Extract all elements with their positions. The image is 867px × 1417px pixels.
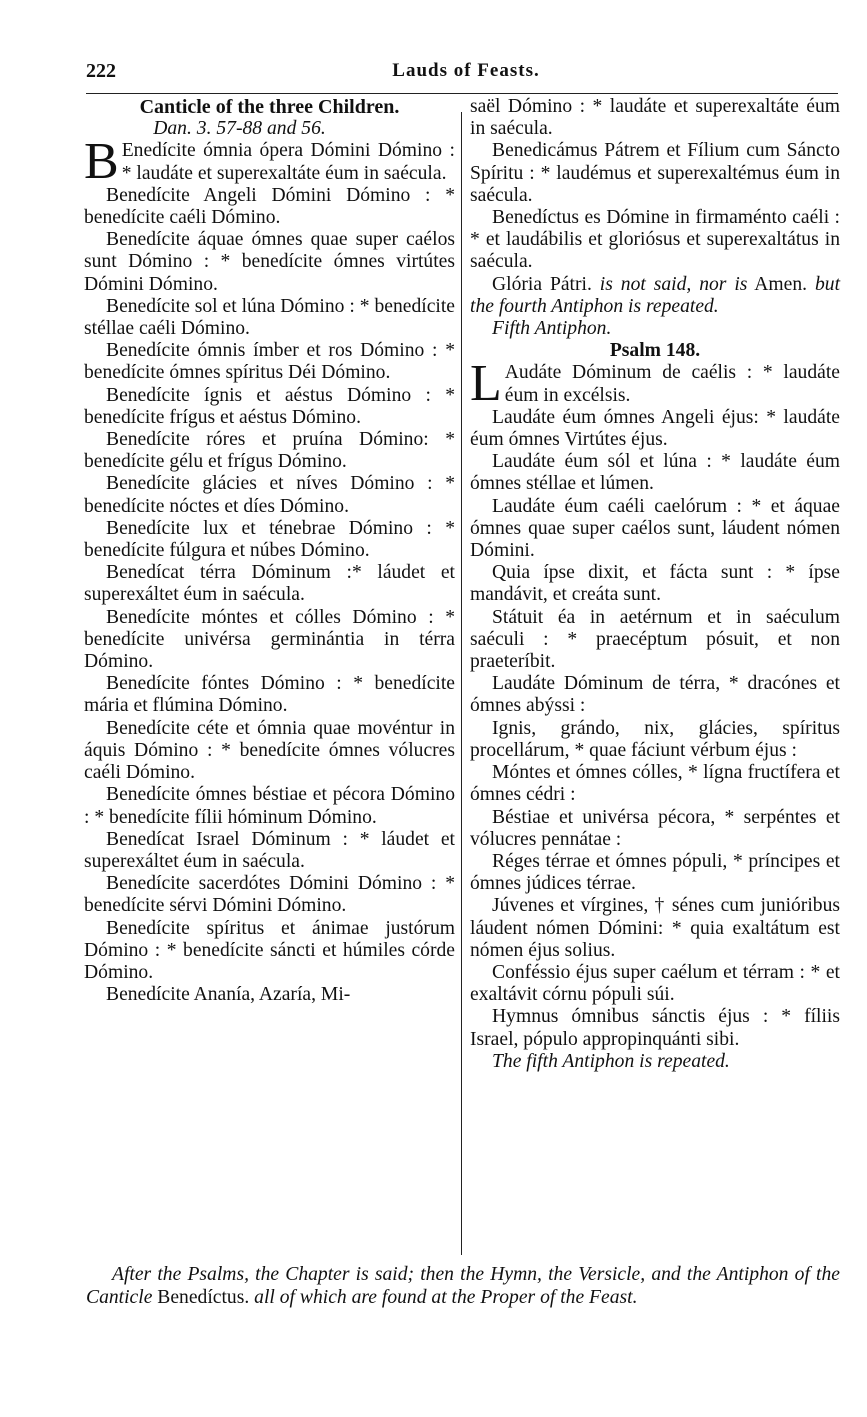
drop-cap-letter: B bbox=[84, 133, 119, 191]
first-verse-text: Audáte Dóminum de caélis : * laudáte éum in excélsis. bbox=[504, 362, 840, 406]
page-number: 222 bbox=[86, 60, 116, 82]
verse: Benedícite glácies et níves Dómino : * benedícite nóctes et díes Dómino. bbox=[84, 473, 455, 517]
footer-rubric-start: After the Psalms, the Chapter is said; then the Hymn, the Versicle, and the Antiphon of the Canticle bbox=[86, 1264, 840, 1308]
verse: Benedícite sacerdótes Dómini Dómino : * benedícite sérvi Dómini Dómino. bbox=[84, 873, 455, 917]
verse: Benedícite lux et ténebrae Dómino : * benedícite fúlgura et núbes Dómino. bbox=[84, 517, 455, 562]
verse: Benedícite spíritus et ánimae justórum Dómino : * benedícite sáncti et húmiles córde Dómino. bbox=[84, 917, 455, 983]
left-column bbox=[84, 96, 455, 1006]
verse: Conféssio éjus super caélum et térram : * et exaltávit córnu pópuli súi. bbox=[470, 961, 840, 1006]
drop-cap-letter: L bbox=[470, 355, 502, 413]
footer-rubric-end: all of which are found at the Proper of the Feast. bbox=[254, 1286, 638, 1308]
gloria-rubric bbox=[470, 274, 840, 318]
verse: Laudáte éum sól et lúna : * laudáte éum ómnes stéllae et lúmen. bbox=[470, 451, 840, 495]
footer-rubric bbox=[86, 1264, 840, 1309]
verse: Benedícite fóntes Dómino : * benedícite mária et flúmina Dómino. bbox=[84, 673, 455, 717]
verse: Laudáte Dóminum de térra, * dracónes et ómnes abýssi : bbox=[470, 673, 840, 717]
gloria-text: Glória Pátri. bbox=[492, 273, 592, 295]
first-verse-text: Enedícite ómnia ópera Dómini Dómino : * laudáte et superexaltáte éum in saécula. bbox=[121, 140, 455, 184]
verse-continuation: saël Dómino : * laudáte et superexaltáte éum in saécula. bbox=[470, 96, 840, 140]
verse: Benedícite ómnes béstiae et pécora Dómino : * benedícite fílii hóminum Dómino. bbox=[84, 784, 455, 828]
psalm-first-verse bbox=[470, 355, 840, 413]
verse: Benedícite Ananía, Azaría, Mi- bbox=[106, 984, 351, 1006]
verse: Laudáte éum ómnes Angeli éjus: * laudáte éum ómnes Virtútes éjus. bbox=[470, 406, 840, 451]
header-rule bbox=[86, 93, 838, 94]
antiphon-repeat-rubric: but the fourth Antiphon is repeated. bbox=[470, 273, 841, 317]
verse: Móntes et ómnes cólles, * lígna fructífera et ómnes cédri : bbox=[470, 762, 840, 806]
verse: Benedícat térra Dóminum :* láudet et superexáltet éum in saécula. bbox=[84, 562, 455, 606]
canticle-reference: Dan. 3. 57-88 and 56. bbox=[153, 118, 326, 140]
verse: Béstiae et univérsa pécora, * serpéntes et vólucres pennátae : bbox=[470, 806, 840, 850]
verse: Quia ípse dixit, et fácta sunt : * ípse mandávit, et creáta sunt. bbox=[470, 562, 840, 606]
verse: Benedícite róres et pruína Dómino: * benedícite gélu et frígus Dómino. bbox=[84, 429, 455, 473]
closing-rubric: The fifth Antiphon is repeated. bbox=[492, 1050, 730, 1072]
running-title: Lauds of Feasts. bbox=[392, 60, 540, 81]
verse: Benedícite sol et lúna Dómino : * benedícite stéllae caéli Dómino. bbox=[84, 295, 455, 340]
amen-text: Amen. bbox=[754, 273, 808, 295]
page-header bbox=[86, 60, 846, 90]
verse: Benedícite móntes et cólles Dómino : * benedícite univérsa germinántia in térra Dómino. bbox=[84, 606, 455, 673]
column-divider bbox=[461, 112, 462, 1255]
canticle-title: Canticle of the three Children. bbox=[139, 96, 400, 118]
verse: Benedícite áquae ómnes quae super caélos sunt Dómino : * benedícite ómnes virtútes Dómini Dómino. bbox=[84, 229, 455, 295]
verse: Benedíctus es Dómine in firmaménto caéli : * et laudábilis et gloriósus et superexaltátus in saécula. bbox=[470, 207, 840, 273]
verse: Júvenes et vírgines, † sénes cum junióribus láudent nómen Dómini: * quia exaltátum est nómen éjus solius. bbox=[470, 895, 840, 961]
verse: Ignis, grándo, nix, glácies, spíritus procellárum, * quae fáciunt vérbum éjus : bbox=[470, 717, 840, 761]
antiphon-label: Fifth Antiphon. bbox=[492, 318, 612, 340]
verse: Benedícite céte et ómnia quae movéntur in áquis Dómino : * benedícite ómnes vólucres caéli Dómino. bbox=[84, 717, 455, 784]
verse: Státuit éa in aetérnum et in saéculum saéculi : * praecéptum pósuit, et non praeteríbit. bbox=[470, 606, 840, 673]
verse: Réges térrae et ómnes pópuli, * príncipes et ómnes júdices térrae. bbox=[470, 850, 840, 895]
verse: Benedícite ómnis ímber et ros Dómino : * benedícite ómnes spíritus Déi Dómino. bbox=[84, 340, 455, 384]
psalm-title: Psalm 148. bbox=[609, 340, 701, 362]
canticle-first-verse bbox=[84, 133, 455, 191]
verse: Hymnus ómnibus sánctis éjus : * fíliis Israel, pópulo appropinquánti sibi. bbox=[470, 1006, 840, 1050]
right-column bbox=[470, 96, 840, 1073]
gloria-rubric-text: is not said, nor is bbox=[599, 273, 748, 295]
verse: Laudáte éum caéli caelórum : * et áquae ómnes quae super caélos sunt, láudent nómen Dómini. bbox=[470, 495, 840, 562]
verse: Benedicámus Pátrem et Fílium cum Sáncto Spíritu : * laudémus et superexaltémus éum in saécula. bbox=[470, 140, 840, 206]
verse: Benedícite ígnis et aéstus Dómino : * benedícite frígus et aéstus Dómino. bbox=[84, 384, 455, 428]
canticle-name: Benedíctus. bbox=[157, 1286, 250, 1308]
verse: Benedícat Israel Dóminum : * láudet et superexáltet éum in saécula. bbox=[84, 828, 455, 872]
verse: Benedícite Angeli Dómini Dómino : * benedícite caéli Dómino. bbox=[84, 184, 455, 229]
